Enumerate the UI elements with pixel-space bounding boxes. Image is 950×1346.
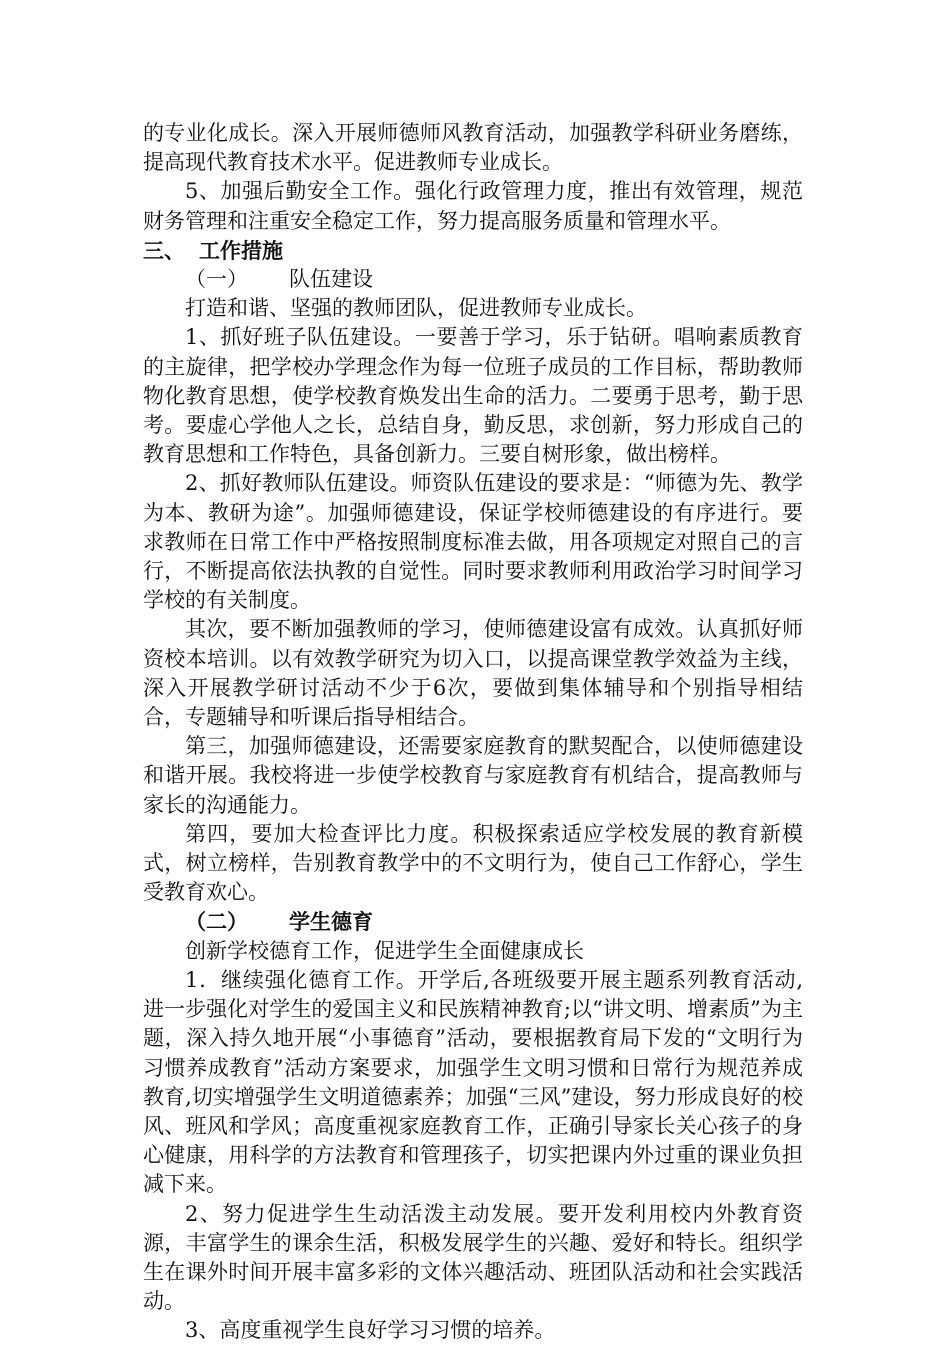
subsection-heading-team-building	[143, 265, 803, 294]
paragraph-teacher-building: 2、抓好教师队伍建设。师资队伍建设的要求是：“师德为先、教学为本、教研为途”。加强师德建设，保证学校师德建设的有序进行。要求教师在日常工作中严格按照制度标准去做，用各项规定对照自己的言行，不断提高依法执教的自觉性。同时要求教师利用政治学习时间学习学校的有关制度。	[143, 471, 803, 613]
paragraph-fourth-point: 第四，要加大检查评比力度。积极探索适应学校发展的教育新模式，树立榜样，告别教育教学中的不文明行为，使自己工作舒心，学生受教育欢心。	[143, 821, 803, 905]
paragraph-second-point: 其次，要不断加强教师的学习，使师德建设富有成效。认真抓好师资校本培训。以有效教学研究为切入口，以提高课堂教学效益为主线，深入开展教学研讨活动不少于6次，要做到集体辅导和个别指导相结合，专题辅导和听课后指导相结合。	[143, 617, 803, 730]
section-heading-work-measures	[143, 236, 803, 265]
paragraph-item-5: 5、加强后勤安全工作。强化行政管理力度，推出有效管理，规范财务管理和注重安全稳定工作，努力提高服务质量和管理水平。	[143, 179, 803, 233]
paragraph-moral-item-1: 1．继续强化德育工作。开学后,各班级要开展主题系列教育活动, 进一步强化对学生的爱国主义和民族精神教育;以“讲文明、增素质”为主题，深入持久地开展“小事德育”活动，要根据教育局下发的“文明行为习惯养成教育”活动方案要求，加强学生文明习惯和日常行为规范养成教育,切实增强学生文明道德素养；加强“三风”建设，努力形成良好的校风、班风和学风；高度重视家庭教育工作，正确引导家长关心孩子的身心健康，用科学的方法教育和管理孩子，切实把课内外过重的课业负担减下来。	[143, 967, 803, 1197]
paragraph-moral-intro: 创新学校德育工作，促进学生全面健康成长	[185, 938, 584, 963]
subsection-number: （二）	[185, 909, 248, 935]
paragraph-moral-item-3: 3、高度重视学生良好学习习惯的培养。	[185, 1318, 556, 1343]
subsection-heading-moral-education	[143, 907, 803, 936]
subsection-title: 学生德育	[289, 909, 373, 935]
paragraph-team-intro: 打造和谐、坚强的教师团队，促进教师专业成长。	[185, 296, 647, 321]
subsection-title: 队伍建设	[289, 267, 373, 292]
paragraph-third-point: 第三，加强师德建设，还需要家庭教育的默契配合，以使师德建设和谐开展。我校将进一步使学校教育与家庭教育有机结合，提高教师与家长的沟通能力。	[143, 734, 803, 817]
paragraph-continuation: 的专业化成长。深入开展师德师风教育活动，加强教学科研业务磨练，提高现代教育技术水平。促进教师专业成长。	[143, 121, 803, 175]
paragraph-leadership-building: 1、抓好班子队伍建设。一要善于学习，乐于钻研。唱响素质教育的主旋律，把学校办学理念作为每一位班子成员的工作目标，帮助教师物化教育思想，使学校教育焕发出生命的活力。二要勇于思考，勤于思考。要虚心学他人之长，总结自身，勤反思，求创新，努力形成自己的教育思想和工作特色，具备创新力。三要自树形象，做出榜样。	[143, 325, 803, 467]
paragraph-moral-item-2: 2、努力促进学生生动活泼主动发展。要开发利用校内外教育资源，丰富学生的课余生活，积极发展学生的兴趣、爱好和特长。组织学生在课外时间开展丰富多彩的文体兴趣活动、班团队活动和社会实践活动。	[143, 1201, 803, 1314]
document-body	[143, 119, 803, 1346]
section-number: 三、	[143, 237, 185, 263]
section-title: 工作措施	[199, 237, 283, 263]
subsection-number: （一）	[185, 267, 248, 292]
